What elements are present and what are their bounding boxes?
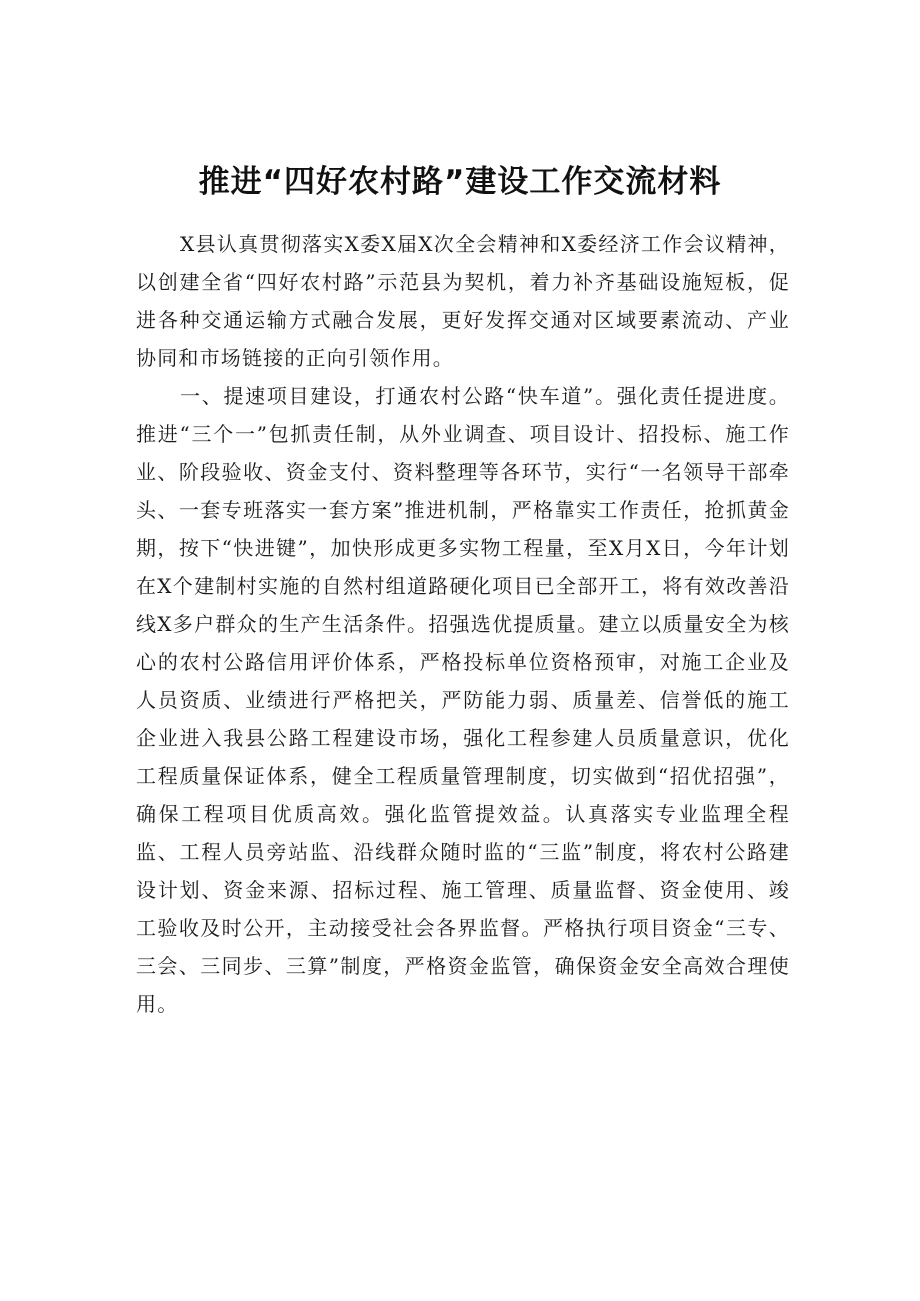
document-title: 推进“四好农村路”建设工作交流材料 [198, 164, 722, 200]
intro-paragraph: X县认真贯彻落实X委X届X次全会精神和X委经济工作会议精神，以创建全省“四好农村路”示范县为契机，着力补齐基础设施短板，促进各种交通运输方式融合发展，更好发挥交通对区域要素流动、产业协同和市场链接的正向引领作用。 [136, 232, 790, 370]
document-body [136, 225, 790, 1023]
section-one-paragraph: 一、提速项目建设，打通农村公路“快车道”。强化责任提进度。推进“三个一”包抓责任制，从外业调查、项目设计、招投标、施工作业、阶段验收、资金支付、资料整理等各环节，实行“一名领导干部牵头、一套专班落实一套方案”推进机制，严格靠实工作责任，抢抓黄金期，按下“快进键”，加快形成更多实物工程量，至X月X日，今年计划在X个建制村实施的自然村组道路硬化项目已全部开工，将有效改善沿线X多户群众的生产生活条件。招强选优提质量。建立以质量安全为核心的农村公路信用评价体系，严格投标单位资格预审，对施工企业及人员资质、业绩进行严格把关，严防能力弱、质量差、信誉低的施工企业进入我县公路工程建设市场，强化工程参建人员质量意识，优化工程质量保证体系，健全工程质量管理制度，切实做到“招优招强”，确保工程项目优质高效。强化监管提效益。认真落实专业监理全程监、工程人员旁站监、沿线群众随时监的“三监”制度，将农村公路建设计划、资金来源、招标过程、施工管理、质量监督、资金使用、竣工验收及时公开，主动接受社会各界监督。严格执行项目资金“三专、三会、三同步、三算”制度，严格资金监管，确保资金安全高效合理使用。 [136, 384, 790, 1016]
